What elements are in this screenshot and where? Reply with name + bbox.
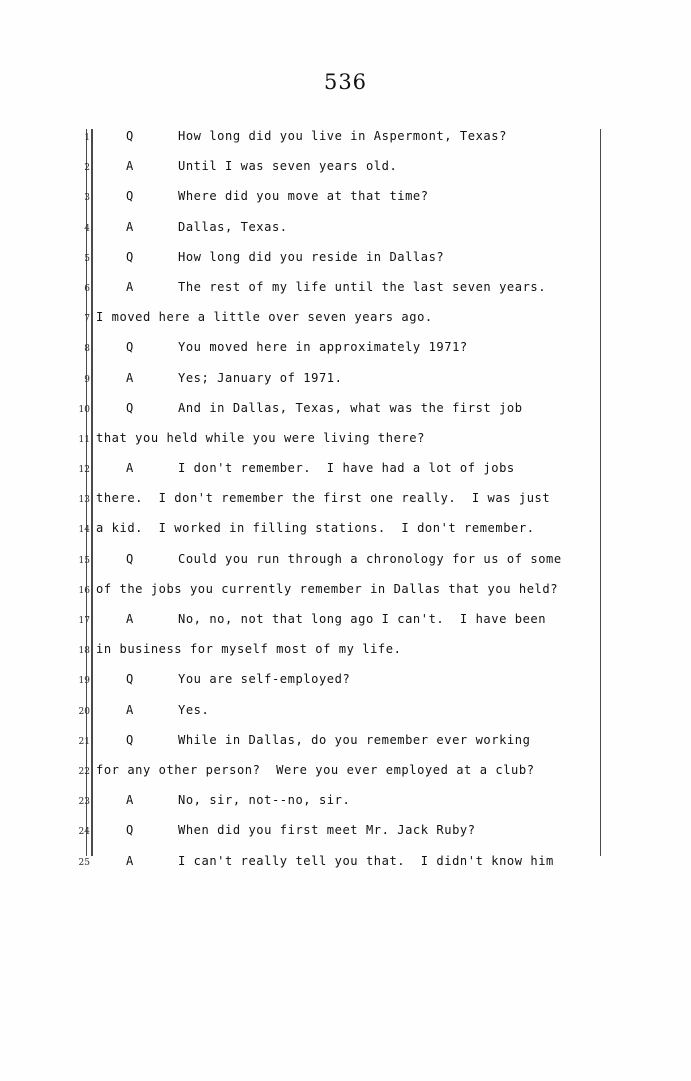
- line-content: Yes.: [178, 702, 210, 717]
- line-number: 20: [78, 706, 90, 717]
- transcript-line: [78, 732, 596, 763]
- line-content: that you held while you were living there?: [96, 430, 425, 445]
- transcript-line: [78, 672, 596, 702]
- speaker-label: Q: [126, 551, 134, 566]
- line-text: [96, 280, 546, 294]
- line-number: 13: [78, 495, 90, 506]
- speaker-label: A: [126, 702, 134, 717]
- transcript-line: [78, 400, 596, 431]
- line-number: 10: [78, 404, 90, 415]
- speaker-label: Q: [126, 189, 134, 204]
- line-content: While in Dallas, do you remember ever working: [178, 732, 531, 747]
- left-margin-rule-outer: [86, 129, 87, 856]
- transcript-line: [78, 762, 596, 793]
- line-number: 18: [78, 646, 90, 657]
- line-number: 8: [84, 344, 90, 355]
- line-content: I can't really tell you that. I didn't know him: [178, 853, 554, 868]
- speaker-label: Q: [126, 340, 134, 355]
- line-number: 1: [84, 133, 90, 143]
- line-content: there. I don't remember the first one really. I was just: [96, 491, 551, 506]
- line-content: When did you first meet Mr. Jack Ruby?: [178, 823, 476, 838]
- line-text: [96, 733, 530, 747]
- transcript-line: [84, 249, 596, 280]
- line-number: 25: [78, 857, 90, 868]
- speaker-label: A: [126, 279, 134, 294]
- line-number: 6: [84, 283, 90, 294]
- transcript-line: [84, 340, 596, 370]
- speaker-label: A: [126, 853, 134, 868]
- line-number: 16: [78, 585, 90, 596]
- transcript-line: [84, 279, 596, 310]
- transcript-line: [78, 612, 596, 642]
- line-content: You are self-employed?: [178, 672, 351, 687]
- line-text: [96, 159, 397, 173]
- line-text: [96, 552, 562, 566]
- line-content: Could you run through a chronology for us of some: [178, 551, 562, 566]
- line-text: [96, 401, 523, 415]
- line-number: 3: [84, 193, 90, 204]
- right-margin-rule: [600, 129, 601, 856]
- line-number: 4: [84, 223, 90, 234]
- speaker-label: A: [126, 370, 134, 385]
- transcript-line: [78, 491, 596, 521]
- transcript-line: [78, 702, 596, 733]
- line-text: [96, 461, 515, 475]
- transcript-line: [78, 461, 596, 491]
- transcript-line: [78, 823, 596, 853]
- transcript-line: [84, 219, 596, 250]
- left-margin-rule-inner: [91, 129, 93, 856]
- line-content: How long did you reside in Dallas?: [178, 249, 445, 264]
- page-number: 536: [323, 70, 368, 94]
- line-content: I don't remember. I have had a lot of jobs: [178, 461, 515, 476]
- line-text: [96, 672, 350, 686]
- speaker-label: A: [126, 612, 134, 626]
- line-number: 11: [78, 434, 90, 445]
- transcript-line: [84, 189, 596, 219]
- line-text: [96, 371, 342, 385]
- line-number: 17: [78, 616, 90, 626]
- transcript-line: [78, 430, 596, 461]
- line-text: [96, 129, 507, 143]
- line-text: [96, 491, 550, 505]
- line-number: 9: [84, 374, 90, 385]
- line-content: in business for myself most of my life.: [96, 642, 402, 657]
- line-number: 23: [78, 797, 90, 808]
- line-content: And in Dallas, Texas, what was the first job: [178, 400, 523, 415]
- line-content: You moved here in approximately 1971?: [178, 340, 468, 355]
- line-text: [96, 582, 558, 596]
- line-text: [96, 220, 288, 234]
- line-text: [96, 310, 433, 324]
- line-content: No, sir, not--no, sir.: [178, 793, 351, 808]
- line-content: The rest of my life until the last seven years.: [178, 279, 547, 294]
- line-text: [96, 763, 535, 777]
- line-text: [96, 703, 209, 717]
- line-text: [96, 854, 554, 868]
- line-text: [96, 250, 444, 264]
- line-content: I moved here a little over seven years ago.: [96, 310, 433, 325]
- transcript-line: [78, 853, 596, 884]
- line-text: [96, 431, 425, 445]
- line-number: 12: [78, 465, 90, 476]
- speaker-label: Q: [126, 249, 134, 264]
- line-content: for any other person? Were you ever employed at a club?: [96, 762, 535, 777]
- line-text: [96, 189, 429, 203]
- speaker-label: Q: [126, 400, 134, 415]
- line-number: 24: [78, 827, 90, 838]
- speaker-label: Q: [126, 823, 134, 838]
- line-text: [96, 612, 546, 626]
- speaker-label: Q: [126, 672, 134, 687]
- speaker-label: Q: [126, 129, 134, 143]
- line-text: [96, 793, 350, 807]
- transcript-body: [78, 129, 596, 868]
- speaker-label: Q: [126, 732, 134, 747]
- transcript-line: [84, 310, 596, 340]
- line-number: 7: [84, 314, 90, 325]
- transcript-line: [78, 642, 596, 672]
- line-content: How long did you live in Aspermont, Texas?: [178, 129, 507, 143]
- line-content: Where did you move at that time?: [178, 189, 429, 204]
- line-number: 15: [78, 555, 90, 566]
- line-number: 2: [84, 163, 90, 174]
- line-content: No, no, not that long ago I can't. I have been: [178, 612, 547, 626]
- line-text: [96, 521, 535, 535]
- line-number: 5: [84, 253, 90, 264]
- line-text: [96, 823, 476, 837]
- line-content: Until I was seven years old.: [178, 159, 398, 174]
- transcript-line: [78, 793, 596, 823]
- transcript-line: [84, 129, 596, 159]
- speaker-label: A: [126, 793, 134, 808]
- speaker-label: A: [126, 219, 134, 234]
- transcript-line: [84, 370, 596, 401]
- line-number: 21: [78, 736, 90, 747]
- speaker-label: A: [126, 461, 134, 476]
- transcript-line: [84, 159, 596, 189]
- transcript-line: [78, 581, 596, 612]
- transcript-line: [78, 551, 596, 582]
- line-text: [96, 340, 468, 354]
- line-number: 19: [78, 676, 90, 687]
- speaker-label: A: [126, 159, 134, 174]
- line-number: 14: [78, 525, 90, 536]
- line-content: a kid. I worked in filling stations. I don't remember.: [96, 521, 535, 536]
- line-content: Yes; January of 1971.: [178, 370, 343, 385]
- line-text: [96, 642, 401, 656]
- transcript-line: [78, 521, 596, 551]
- line-number: 22: [78, 766, 90, 777]
- line-content: Dallas, Texas.: [178, 219, 288, 234]
- line-content: of the jobs you currently remember in Dallas that you held?: [96, 581, 559, 596]
